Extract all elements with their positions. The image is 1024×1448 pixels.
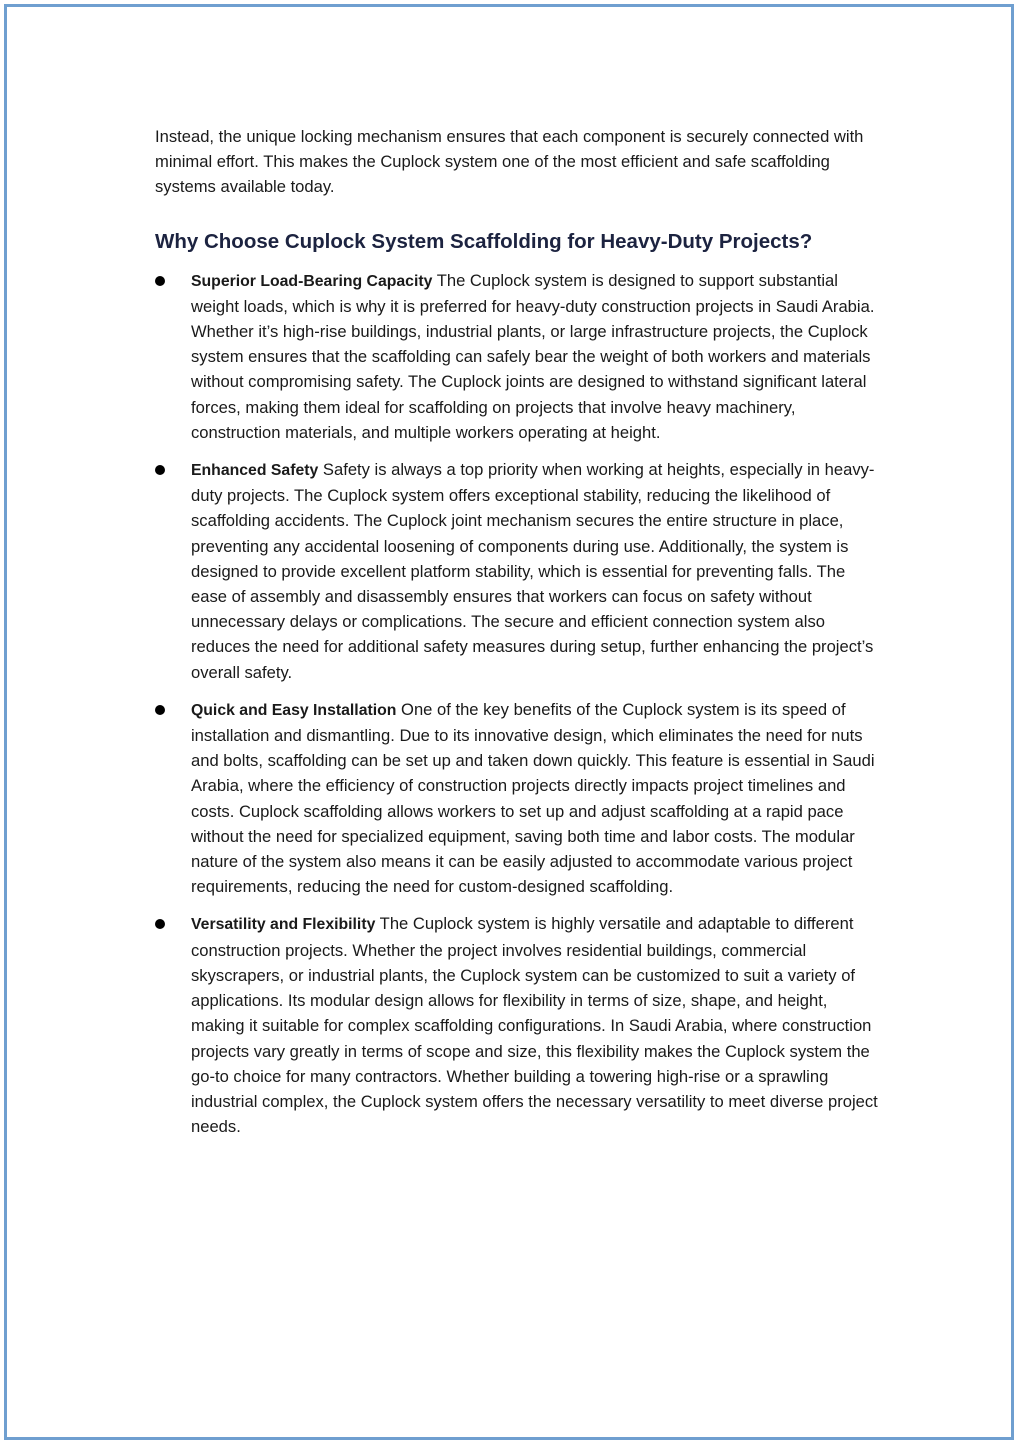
bullet-icon — [155, 705, 165, 715]
document-body — [155, 124, 880, 1151]
bullet-text: One of the key benefits of the Cuplock system is its speed of installation and dismantling. Due to its innovative design, which eliminates the need for nuts and bolts, scaffolding can be set up and taken down quickly. This feature is essential in Saudi Arabia, where the efficiency of construction projects directly impacts project timelines and costs. Cuplock scaffolding allows workers to set up and adjust scaffolding at a rapid pace without the need for specialized equipment, saving both time and labor costs. The modular nature of the system also means it can be easily adjusted to accommodate various project requirements, reducing the need for custom-designed scaffolding. — [191, 699, 875, 897]
list-item — [155, 268, 880, 445]
bullet-title: Superior Load-Bearing Capacity — [191, 272, 433, 290]
bullet-title: Versatility and Flexibility — [191, 916, 376, 934]
bullet-title: Enhanced Safety — [191, 462, 319, 480]
bullet-icon — [155, 276, 165, 286]
bullet-list — [155, 268, 880, 1140]
list-item — [155, 457, 880, 685]
intro-paragraph: Instead, the unique locking mechanism ensures that each component is securely connected with minimal effort. This makes the Cuplock system one of the most efficient and safe scaffolding systems available today. — [155, 127, 864, 197]
bullet-title: Quick and Easy Installation — [191, 701, 397, 719]
list-item — [155, 697, 880, 900]
bullet-text: The Cuplock system is designed to support substantial weight loads, which is why it is preferred for heavy-duty construction projects in Saudi Arabia. Whether it’s high-rise buildings, industrial plants, or large infrastructure projects, the Cuplock system ensures that the scaffolding can safely bear the weight of both workers and materials without compromising safety. The Cuplock joints are designed to withstand significant lateral forces, making them ideal for scaffolding on projects that involve heavy machinery, construction materials, and multiple workers operating at height. — [191, 270, 875, 442]
bullet-icon — [155, 465, 165, 475]
bullet-icon — [155, 919, 165, 929]
section-heading: Why Choose Cuplock System Scaffolding for Heavy-Duty Projects? — [155, 229, 813, 253]
list-item — [155, 911, 880, 1139]
bullet-text: The Cuplock system is highly versatile and adaptable to different construction projects. Whether the project involves residential buildings, commercial skyscrapers, or industrial plants, the Cuplock system can be customized to suit a variety of applications. Its modular design allows for flexibility in terms of size, shape, and height, making it suitable for complex scaffolding configurations. In Saudi Arabia, where construction projects vary greatly in terms of scope and size, this flexibility makes the Cuplock system the go-to choice for many contractors. Whether building a towering high-rise or a sprawling industrial complex, the Cuplock system offers the necessary versatility to meet diverse project needs. — [191, 914, 878, 1137]
bullet-text: Safety is always a top priority when working at heights, especially in heavy-duty projects. The Cuplock system offers exceptional stability, reducing the likelihood of scaffolding accidents. The Cuplock joint mechanism secures the entire structure in place, preventing any accidental loosening of components during use. Additionally, the system is designed to provide excellent platform stability, which is essential for preventing falls. The ease of assembly and disassembly ensures that workers can focus on safety without unnecessary delays or complications. The secure and efficient connection system also reduces the need for additional safety measures during setup, further enhancing the project’s overall safety. — [191, 460, 875, 682]
